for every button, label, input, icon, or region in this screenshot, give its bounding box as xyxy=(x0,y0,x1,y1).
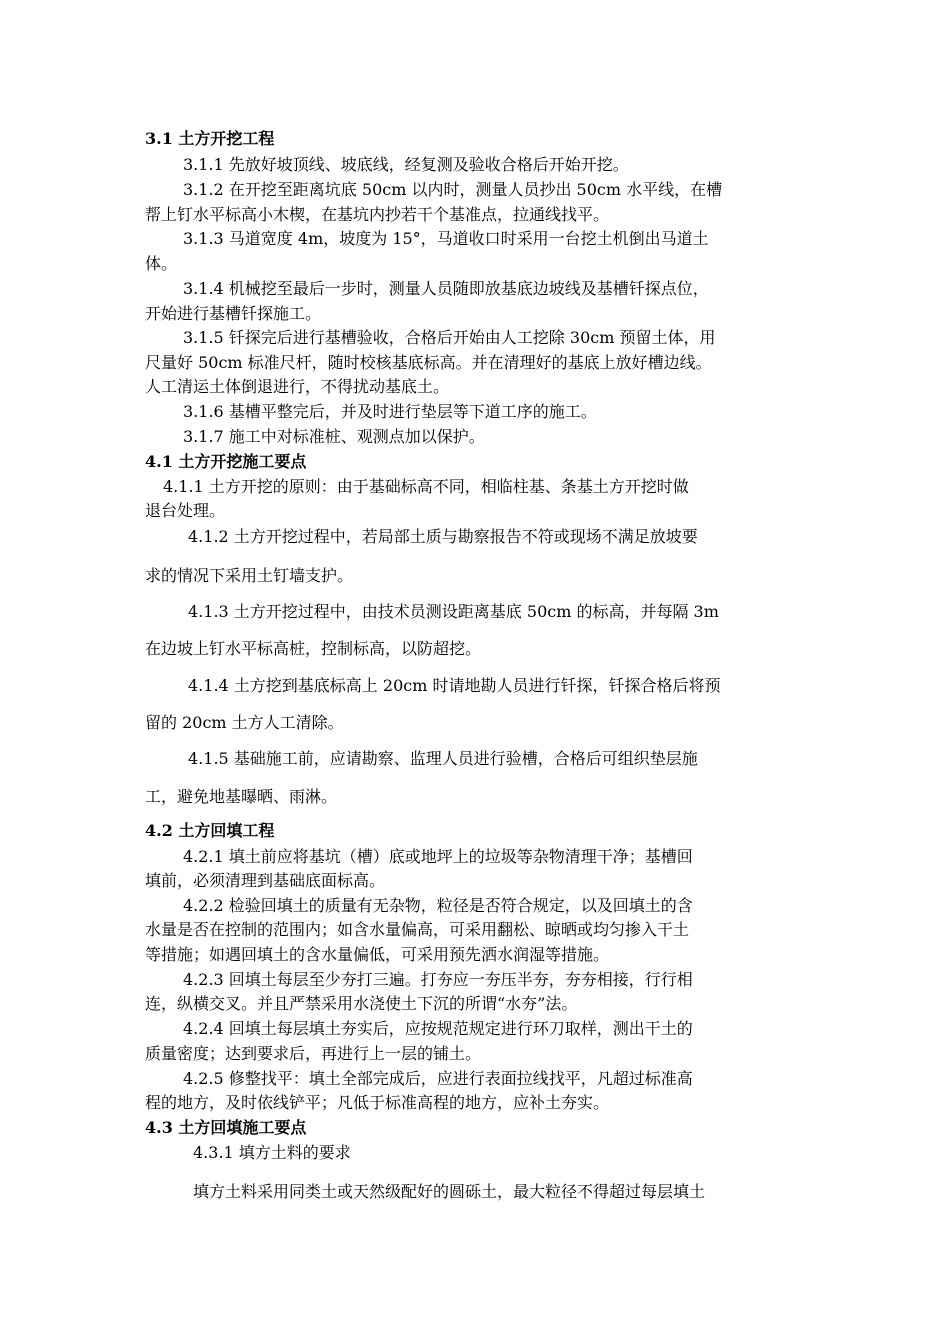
paragraph-4-1-4-line1: 4.1.4 土方挖到基底标高上 20cm 时请地勘人员进行钎探，钎探合格后将预 xyxy=(188,676,721,695)
paragraph-3-1-6: 3.1.6 基槽平整完后，并及时进行垫层等下道工序的施工。 xyxy=(183,402,597,421)
paragraph-4-1-1-line2: 退台处理。 xyxy=(145,501,226,520)
paragraph-3-1-5-line2: 尺量好 50cm 标准尺杆，随时校核基底标高。并在清理好的基底上放好槽边线。 xyxy=(145,353,712,372)
paragraph-4-2-1-line2: 填前，必须清理到基础底面标高。 xyxy=(145,871,386,890)
paragraph-4-2-5-line1: 4.2.5 修整找平：填土全部完成后，应进行表面拉线找平，凡超过标准高 xyxy=(183,1069,693,1088)
paragraph-4-2-4-line1: 4.2.4 回填土每层填土夯实后，应按规范规定进行环刀取样，测出干土的 xyxy=(183,1019,693,1038)
paragraph-4-1-5-line2: 工，避免地基曝晒、雨淋。 xyxy=(145,787,338,806)
paragraph-3-1-3-line2: 体。 xyxy=(145,254,178,273)
paragraph-4-1-5-line1: 4.1.5 基础施工前，应请勘察、监理人员进行验槽，合格后可组织垫层施 xyxy=(188,749,698,768)
paragraph-4-2-1-line1: 4.2.1 填土前应将基坑（槽）底或地坪上的垃圾等杂物清理干净；基槽回 xyxy=(183,847,693,866)
paragraph-3-1-7: 3.1.7 施工中对标准桩、观测点加以保护。 xyxy=(183,427,485,446)
section-heading-4-2: 4.2 土方回填工程 xyxy=(145,821,275,840)
paragraph-4-1-2-line2: 求的情况下采用土钉墙支护。 xyxy=(145,566,354,585)
section-heading-3-1: 3.1 土方开挖工程 xyxy=(145,129,275,148)
paragraph-4-1-3-line1: 4.1.3 土方开挖过程中，由技术员测设距离基底 50cm 的标高，并每隔 3m xyxy=(188,602,719,621)
paragraph-3-1-1: 3.1.1 先放好坡顶线、坡底线，经复测及验收合格后开始开挖。 xyxy=(183,155,629,174)
paragraph-4-3-1-body: 填方土料采用同类土或天然级配好的圆砾土，最大粒径不得超过每层填土 xyxy=(193,1182,706,1201)
paragraph-4-2-3-line2: 连，纵横交叉。并且严禁采用水浇使土下沉的所谓“水夯”法。 xyxy=(145,994,578,1013)
paragraph-4-3-1: 4.3.1 填方土料的要求 xyxy=(193,1143,351,1162)
paragraph-4-1-2-line1: 4.1.2 土方开挖过程中，若局部土质与勘察报告不符或现场不满足放坡要 xyxy=(188,527,698,546)
paragraph-4-2-2-line1: 4.2.2 检验回填土的质量有无杂物，粒径是否符合规定，以及回填土的含 xyxy=(183,896,693,915)
paragraph-4-2-2-line3: 等措施；如遇回填土的含水量偏低，可采用预先洒水润湿等措施。 xyxy=(145,945,610,964)
paragraph-3-1-4-line1: 3.1.4 机械挖至最后一步时，测量人员随即放基底边坡线及基槽钎探点位， xyxy=(183,279,709,298)
paragraph-3-1-5-line3: 人工清运土体倒退进行，不得扰动基底土。 xyxy=(145,377,450,396)
paragraph-4-2-4-line2: 质量密度；达到要求后，再进行上一层的铺土。 xyxy=(145,1044,482,1063)
paragraph-3-1-4-line2: 开始进行基槽钎探施工。 xyxy=(145,304,322,323)
paragraph-4-1-1-line1: 4.1.1 土方开挖的原则：由于基础标高不同，相临柱基、条基土方开挖时做 xyxy=(163,477,689,496)
paragraph-3-1-2-line2: 帮上钉水平标高小木楔，在基坑内抄若干个基准点，拉通线找平。 xyxy=(145,205,610,224)
section-heading-4-3: 4.3 土方回填施工要点 xyxy=(145,1118,307,1137)
paragraph-4-2-5-line2: 程的地方，及时依线铲平；凡低于标准高程的地方，应补土夯实。 xyxy=(145,1093,610,1112)
paragraph-4-2-2-line2: 水量是否在控制的范围内；如含水量偏高，可采用翻松、晾晒或均匀掺入干土 xyxy=(145,920,690,939)
paragraph-4-1-3-line2: 在边坡上钉水平标高桩，控制标高，以防超挖。 xyxy=(145,639,482,658)
section-heading-4-1: 4.1 土方开挖施工要点 xyxy=(145,452,307,471)
paragraph-3-1-3-line1: 3.1.3 马道宽度 4m，坡度为 15°，马道收口时采用一台挖土机倒出马道土 xyxy=(183,229,709,248)
paragraph-3-1-2-line1: 3.1.2 在开挖至距离坑底 50cm 以内时，测量人员抄出 50cm 水平线，在槽 xyxy=(183,180,723,199)
paragraph-3-1-5-line1: 3.1.5 钎探完后进行基槽验收，合格后开始由人工挖除 30cm 预留土体，用 xyxy=(183,328,716,347)
paragraph-4-1-4-line2: 留的 20cm 土方人工清除。 xyxy=(145,713,344,732)
paragraph-4-2-3-line1: 4.2.3 回填土每层至少夯打三遍。打夯应一夯压半夯，夯夯相接，行行相 xyxy=(183,970,693,989)
